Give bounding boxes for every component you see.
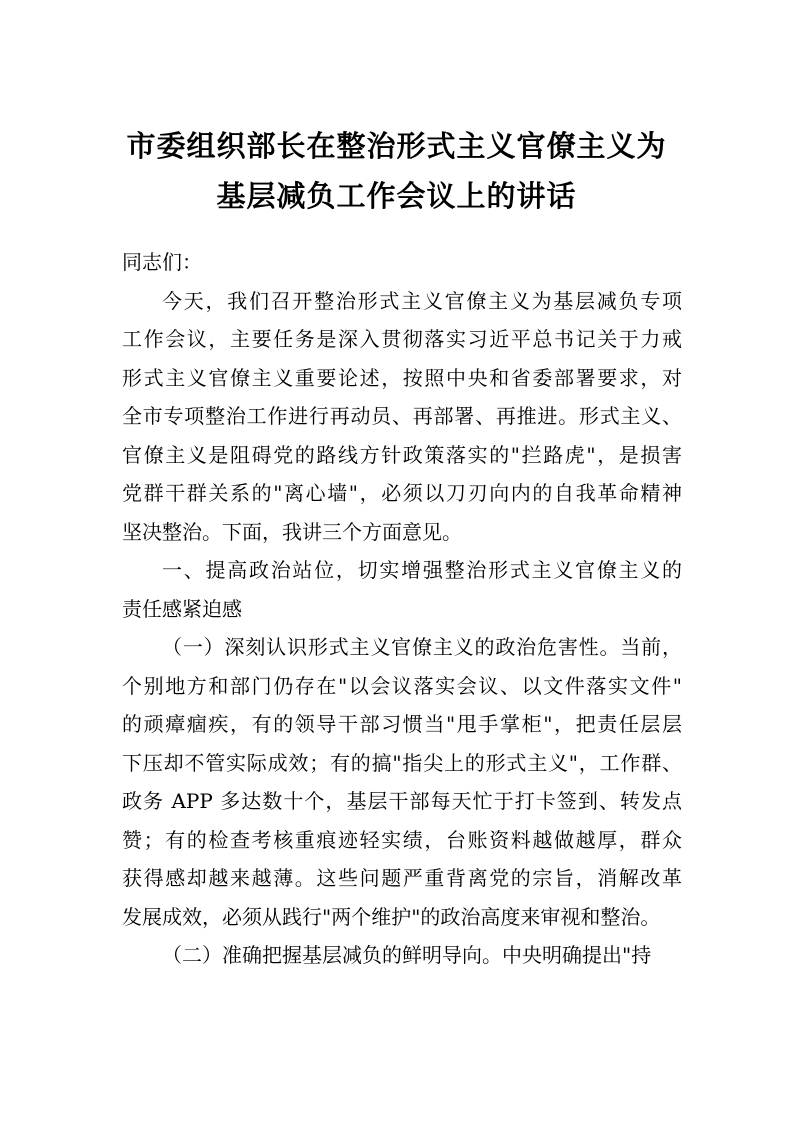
paragraph-line: 官僚主义是阻碍党的路线方针政策落实的"拦路虎"，是损害	[122, 442, 682, 467]
paragraph-line: 坚决整治。下面，我讲三个方面意见。	[122, 519, 462, 544]
paragraph-line: 全市专项整治工作进行再动员、再部署、再推进。形式主义、	[122, 404, 682, 428]
document-title-line-2: 基层减负工作会议上的讲话	[216, 179, 577, 213]
document-title-line-1: 市委组织部长在整治形式主义官僚主义为	[126, 129, 667, 163]
paragraph-line: 发展成效，必须从践行"两个维护"的政治高度来审视和整治。	[122, 904, 661, 929]
paragraph-line: （一）深刻认识形式主义官僚主义的政治危害性。当前，	[162, 635, 682, 659]
paragraph-line: 一、提高政治站位，切实增强整治形式主义官僚主义的	[162, 558, 682, 582]
paragraph-line: 下压却不管实际成效；有的搞"指尖上的形式主义"，工作群、	[122, 750, 682, 775]
paragraph-line: 工作会议，主要任务是深入贯彻落实习近平总书记关于力戒	[122, 327, 682, 351]
paragraph-line: 获得感却越来越薄。这些问题严重背离党的宗旨，消解改革	[122, 866, 682, 890]
paragraph	[122, 936, 682, 975]
document-body	[122, 243, 682, 975]
paragraph-line: 形式主义官僚主义重要论述，按照中央和省委部署要求，对	[122, 365, 682, 390]
paragraph	[122, 551, 682, 628]
paragraph	[122, 282, 682, 552]
paragraph-line: 党群干群关系的"离心墙"，必须以刀刃向内的自我革命精神	[122, 481, 682, 505]
paragraph-line: 的顽瘴痼疾，有的领导干部习惯当"甩手掌柜"，把责任层层	[122, 712, 682, 736]
paragraph-line: 责任感紧迫感	[122, 596, 242, 621]
paragraph-line: 个别地方和部门仍存在"以会议落实会议、以文件落实文件"	[122, 673, 682, 698]
paragraph	[122, 628, 682, 936]
paragraph-line: （二）准确把握基层减负的鲜明导向。中央明确提出"持	[162, 943, 652, 967]
paragraph-line: 赞；有的检查考核重痕迹轻实绩，台账资料越做越厚，群众	[122, 827, 682, 852]
paragraph-line: 今天，我们召开整治形式主义官僚主义为基层减负专项	[162, 288, 682, 313]
paragraph-line: 政务 APP 多达数十个，基层干部每天忙于打卡签到、转发点	[122, 789, 682, 813]
salutation: 同志们：	[122, 250, 202, 274]
